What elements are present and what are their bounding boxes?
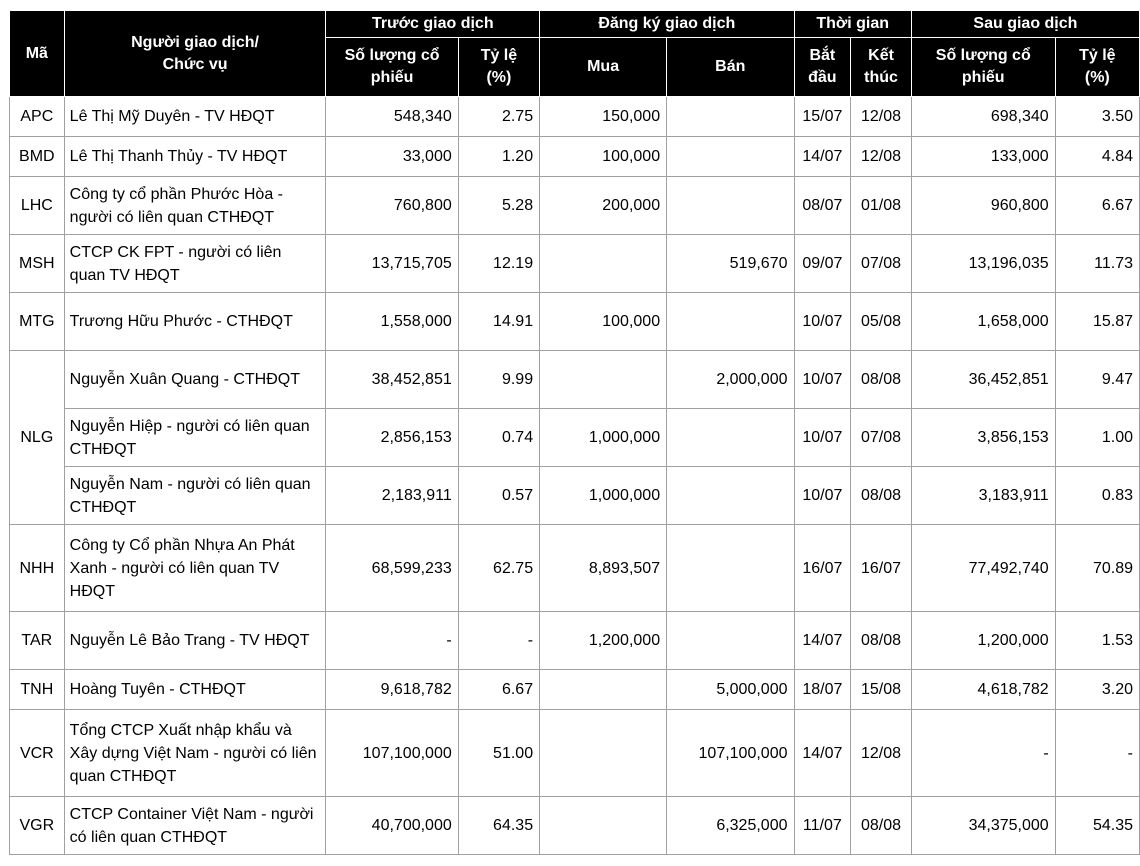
buy-volume: 100,000 bbox=[540, 137, 667, 177]
start-date: 18/07 bbox=[794, 670, 851, 710]
header-time: Thời gian bbox=[794, 11, 911, 38]
person-name: Công ty cổ phần Phước Hòa - người có liên quan CTHĐQT bbox=[64, 177, 326, 235]
buy-volume bbox=[540, 351, 667, 409]
table-row bbox=[10, 710, 1140, 797]
before-shares: 40,700,000 bbox=[326, 797, 458, 855]
after-shares: 4,618,782 bbox=[911, 670, 1055, 710]
before-shares: 38,452,851 bbox=[326, 351, 458, 409]
start-date: 14/07 bbox=[794, 137, 851, 177]
header-before-shares: Số lượng cổ phiếu bbox=[326, 38, 458, 97]
sell-volume bbox=[667, 177, 794, 235]
start-date: 14/07 bbox=[794, 710, 851, 797]
table-row bbox=[10, 670, 1140, 710]
before-shares: 13,715,705 bbox=[326, 235, 458, 293]
sell-volume bbox=[667, 612, 794, 670]
after-shares: 698,340 bbox=[911, 97, 1055, 137]
before-shares: 760,800 bbox=[326, 177, 458, 235]
end-date: 08/08 bbox=[851, 467, 912, 525]
sell-volume: 5,000,000 bbox=[667, 670, 794, 710]
before-shares: 9,618,782 bbox=[326, 670, 458, 710]
after-ratio: 9.47 bbox=[1055, 351, 1139, 409]
person-name: Công ty Cổ phần Nhựa An Phát Xanh - người có liên quan TV HĐQT bbox=[64, 525, 326, 612]
sell-volume bbox=[667, 137, 794, 177]
sell-volume bbox=[667, 293, 794, 351]
before-ratio: 0.74 bbox=[458, 409, 539, 467]
header-registered-trade: Đăng ký giao dịch bbox=[540, 11, 794, 38]
buy-volume: 1,000,000 bbox=[540, 409, 667, 467]
table-row bbox=[10, 177, 1140, 235]
after-ratio: 3.20 bbox=[1055, 670, 1139, 710]
header-row-groups bbox=[10, 11, 1140, 38]
table-body bbox=[10, 97, 1140, 855]
person-name: Lê Thị Thanh Thủy - TV HĐQT bbox=[64, 137, 326, 177]
end-date: 01/08 bbox=[851, 177, 912, 235]
after-shares: 133,000 bbox=[911, 137, 1055, 177]
table-row bbox=[10, 409, 1140, 467]
sell-volume bbox=[667, 97, 794, 137]
before-ratio: 6.67 bbox=[458, 670, 539, 710]
after-shares: 3,856,153 bbox=[911, 409, 1055, 467]
person-name: Lê Thị Mỹ Duyên - TV HĐQT bbox=[64, 97, 326, 137]
header-after-ratio: Tỷ lệ (%) bbox=[1055, 38, 1139, 97]
before-ratio: 0.57 bbox=[458, 467, 539, 525]
header-sell: Bán bbox=[667, 38, 794, 97]
after-shares: 1,200,000 bbox=[911, 612, 1055, 670]
before-ratio: 5.28 bbox=[458, 177, 539, 235]
stock-code: LHC bbox=[10, 177, 65, 235]
person-name: Nguyễn Xuân Quang - CTHĐQT bbox=[64, 351, 326, 409]
table-row bbox=[10, 467, 1140, 525]
table-header bbox=[10, 11, 1140, 97]
buy-volume bbox=[540, 710, 667, 797]
stock-code: BMD bbox=[10, 137, 65, 177]
insider-trading-table-container bbox=[9, 10, 1140, 855]
sell-volume bbox=[667, 467, 794, 525]
stock-code: APC bbox=[10, 97, 65, 137]
start-date: 16/07 bbox=[794, 525, 851, 612]
buy-volume: 150,000 bbox=[540, 97, 667, 137]
end-date: 05/08 bbox=[851, 293, 912, 351]
end-date: 12/08 bbox=[851, 137, 912, 177]
after-ratio: 1.53 bbox=[1055, 612, 1139, 670]
before-ratio: 51.00 bbox=[458, 710, 539, 797]
person-name: Nguyễn Nam - người có liên quan CTHĐQT bbox=[64, 467, 326, 525]
buy-volume bbox=[540, 670, 667, 710]
after-ratio: 3.50 bbox=[1055, 97, 1139, 137]
start-date: 10/07 bbox=[794, 467, 851, 525]
person-name: Hoàng Tuyên - CTHĐQT bbox=[64, 670, 326, 710]
after-shares: 13,196,035 bbox=[911, 235, 1055, 293]
end-date: 15/08 bbox=[851, 670, 912, 710]
before-shares: 2,856,153 bbox=[326, 409, 458, 467]
after-shares: 34,375,000 bbox=[911, 797, 1055, 855]
person-name: CTCP CK FPT - người có liên quan TV HĐQT bbox=[64, 235, 326, 293]
start-date: 15/07 bbox=[794, 97, 851, 137]
after-ratio: - bbox=[1055, 710, 1139, 797]
header-before-trade: Trước giao dịch bbox=[326, 11, 540, 38]
sell-volume bbox=[667, 525, 794, 612]
start-date: 10/07 bbox=[794, 351, 851, 409]
buy-volume: 100,000 bbox=[540, 293, 667, 351]
before-shares: 1,558,000 bbox=[326, 293, 458, 351]
stock-code: NLG bbox=[10, 351, 65, 525]
start-date: 10/07 bbox=[794, 409, 851, 467]
before-ratio: 12.19 bbox=[458, 235, 539, 293]
table-row bbox=[10, 351, 1140, 409]
start-date: 14/07 bbox=[794, 612, 851, 670]
buy-volume: 200,000 bbox=[540, 177, 667, 235]
table-row bbox=[10, 797, 1140, 855]
table-row bbox=[10, 235, 1140, 293]
sell-volume: 107,100,000 bbox=[667, 710, 794, 797]
stock-code: TAR bbox=[10, 612, 65, 670]
before-ratio: 1.20 bbox=[458, 137, 539, 177]
end-date: 12/08 bbox=[851, 97, 912, 137]
stock-code: VCR bbox=[10, 710, 65, 797]
after-ratio: 0.83 bbox=[1055, 467, 1139, 525]
header-code: Mã bbox=[10, 11, 65, 97]
end-date: 08/08 bbox=[851, 351, 912, 409]
table-row bbox=[10, 525, 1140, 612]
start-date: 11/07 bbox=[794, 797, 851, 855]
header-person: Người giao dịch/ Chức vụ bbox=[64, 11, 326, 97]
person-name: Nguyễn Lê Bảo Trang - TV HĐQT bbox=[64, 612, 326, 670]
after-shares: 77,492,740 bbox=[911, 525, 1055, 612]
stock-code: VGR bbox=[10, 797, 65, 855]
before-ratio: - bbox=[458, 612, 539, 670]
before-shares: 33,000 bbox=[326, 137, 458, 177]
after-shares: 960,800 bbox=[911, 177, 1055, 235]
buy-volume bbox=[540, 797, 667, 855]
stock-code: NHH bbox=[10, 525, 65, 612]
stock-code: MTG bbox=[10, 293, 65, 351]
after-ratio: 70.89 bbox=[1055, 525, 1139, 612]
table-row bbox=[10, 137, 1140, 177]
buy-volume: 1,200,000 bbox=[540, 612, 667, 670]
header-before-ratio: Tỷ lệ (%) bbox=[458, 38, 539, 97]
end-date: 12/08 bbox=[851, 710, 912, 797]
stock-code: TNH bbox=[10, 670, 65, 710]
sell-volume: 519,670 bbox=[667, 235, 794, 293]
start-date: 10/07 bbox=[794, 293, 851, 351]
before-shares: 68,599,233 bbox=[326, 525, 458, 612]
person-name: Tổng CTCP Xuất nhập khẩu và Xây dựng Việt Nam - người có liên quan CTHĐQT bbox=[64, 710, 326, 797]
buy-volume: 8,893,507 bbox=[540, 525, 667, 612]
stock-code: MSH bbox=[10, 235, 65, 293]
person-name: Nguyễn Hiệp - người có liên quan CTHĐQT bbox=[64, 409, 326, 467]
before-shares: 548,340 bbox=[326, 97, 458, 137]
before-shares: 2,183,911 bbox=[326, 467, 458, 525]
end-date: 08/08 bbox=[851, 612, 912, 670]
sell-volume bbox=[667, 409, 794, 467]
end-date: 07/08 bbox=[851, 409, 912, 467]
after-shares: 1,658,000 bbox=[911, 293, 1055, 351]
end-date: 16/07 bbox=[851, 525, 912, 612]
table-row bbox=[10, 612, 1140, 670]
insider-trading-table bbox=[9, 10, 1140, 855]
header-after-shares: Số lượng cổ phiếu bbox=[911, 38, 1055, 97]
end-date: 07/08 bbox=[851, 235, 912, 293]
after-shares: 3,183,911 bbox=[911, 467, 1055, 525]
before-ratio: 14.91 bbox=[458, 293, 539, 351]
sell-volume: 2,000,000 bbox=[667, 351, 794, 409]
before-ratio: 64.35 bbox=[458, 797, 539, 855]
table-row bbox=[10, 97, 1140, 137]
after-ratio: 11.73 bbox=[1055, 235, 1139, 293]
header-buy: Mua bbox=[540, 38, 667, 97]
before-ratio: 9.99 bbox=[458, 351, 539, 409]
header-end: Kết thúc bbox=[851, 38, 912, 97]
sell-volume: 6,325,000 bbox=[667, 797, 794, 855]
end-date: 08/08 bbox=[851, 797, 912, 855]
start-date: 08/07 bbox=[794, 177, 851, 235]
header-start: Bắt đầu bbox=[794, 38, 851, 97]
after-shares: - bbox=[911, 710, 1055, 797]
start-date: 09/07 bbox=[794, 235, 851, 293]
after-ratio: 1.00 bbox=[1055, 409, 1139, 467]
after-ratio: 15.87 bbox=[1055, 293, 1139, 351]
table-row bbox=[10, 293, 1140, 351]
buy-volume bbox=[540, 235, 667, 293]
before-ratio: 62.75 bbox=[458, 525, 539, 612]
person-name: Trương Hữu Phước - CTHĐQT bbox=[64, 293, 326, 351]
buy-volume: 1,000,000 bbox=[540, 467, 667, 525]
before-ratio: 2.75 bbox=[458, 97, 539, 137]
after-shares: 36,452,851 bbox=[911, 351, 1055, 409]
person-name: CTCP Container Việt Nam - người có liên quan CTHĐQT bbox=[64, 797, 326, 855]
after-ratio: 4.84 bbox=[1055, 137, 1139, 177]
after-ratio: 54.35 bbox=[1055, 797, 1139, 855]
before-shares: - bbox=[326, 612, 458, 670]
before-shares: 107,100,000 bbox=[326, 710, 458, 797]
header-after-trade: Sau giao dịch bbox=[911, 11, 1139, 38]
after-ratio: 6.67 bbox=[1055, 177, 1139, 235]
